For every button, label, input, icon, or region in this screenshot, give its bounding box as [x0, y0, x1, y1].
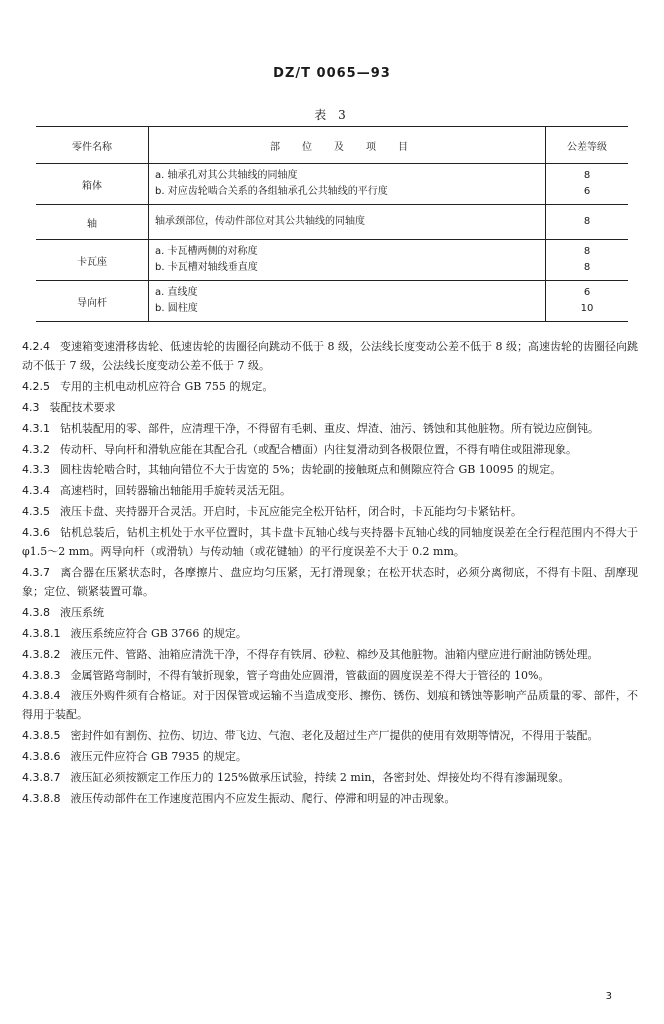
item-line: b. 卡瓦槽对轴线垂直度 [155, 262, 258, 273]
clause-paragraph [22, 338, 638, 376]
items-cell [149, 281, 546, 322]
clause-number: 4.3.8.7 [22, 771, 61, 785]
clause-paragraph [22, 646, 638, 665]
clause-number: 4.3 [22, 400, 40, 414]
clause-paragraph [22, 564, 638, 602]
clause-number: 4.3.8.6 [22, 750, 61, 764]
clause-paragraph [22, 482, 638, 501]
clause-text: 装配技术要求 [49, 400, 116, 414]
clause-paragraph [22, 748, 638, 767]
item-line: 轴承颈部位，传动件部位对其公共轴线的同轴度 [155, 216, 365, 227]
item-line: b. 圆柱度 [155, 303, 198, 314]
grade-cell [546, 205, 629, 240]
clause-paragraph [22, 441, 638, 460]
clause-paragraph [22, 687, 638, 725]
table-header-row [36, 127, 628, 164]
item-line: a. 卡瓦槽两侧的对称度 [155, 246, 258, 257]
clause-number: 4.3.6 [22, 526, 50, 540]
clause-text: 液压元件、管路、油箱应清洗干净，不得存有铁屑、砂粒、棉纱及其他脏物。油箱内壁应进行耐油防锈处理。 [70, 647, 599, 661]
part-name-cell: 箱体 [36, 164, 149, 205]
col-header-items: 部位及项目 [149, 127, 546, 164]
part-name-cell: 轴 [36, 205, 149, 240]
clause-paragraph [22, 790, 638, 809]
grade-value: 8 [583, 216, 591, 227]
clause-paragraph [22, 420, 638, 439]
clause-paragraph [22, 399, 638, 418]
clause-number: 4.3.2 [22, 442, 50, 456]
clause-paragraph [22, 461, 638, 480]
table-row [36, 205, 628, 240]
table-row [36, 281, 628, 322]
part-name-cell: 导向杆 [36, 281, 149, 322]
grade-value: 8 [583, 170, 591, 181]
clause-number: 4.3.8.4 [22, 689, 61, 703]
tolerance-table [36, 126, 628, 322]
col-header-grade: 公差等级 [546, 127, 629, 164]
clause-paragraph [22, 727, 638, 746]
clause-paragraph [22, 604, 638, 623]
item-line: b. 对应齿轮啮合关系的各组轴承孔公共轴线的平行度 [155, 186, 388, 197]
item-line: a. 轴承孔对其公共轴线的同轴度 [155, 170, 298, 181]
table-row [36, 240, 628, 281]
grade-cell [546, 240, 629, 281]
clause-number: 4.3.4 [22, 484, 50, 498]
clause-text: 液压系统应符合 GB 3766 的规定。 [70, 626, 247, 640]
clause-number: 4.3.1 [22, 421, 50, 435]
part-name-cell: 卡瓦座 [36, 240, 149, 281]
clause-text: 钻机装配用的零、部件，应清理干净，不得留有毛刺、重皮、焊渣、油污、锈蚀和其他脏物。所有锐边应倒钝。 [60, 421, 599, 435]
clause-text: 传动杆、导向杆和滑轨应能在其配合孔（或配合槽面）内往复滑动到各极限位置，不得有啃住或阻滞现象。 [60, 442, 577, 456]
clause-number: 4.3.7 [22, 565, 50, 579]
clause-paragraph [22, 625, 638, 644]
clause-text: 高速档时，回转器输出轴能用手旋转灵活无阻。 [60, 484, 291, 498]
clause-number: 4.3.3 [22, 463, 50, 477]
clause-number: 4.3.8.1 [22, 626, 61, 640]
clause-number: 4.3.8.2 [22, 647, 61, 661]
item-line: a. 直线度 [155, 287, 198, 298]
items-cell [149, 205, 546, 240]
clause-text: 液压缸必须按额定工作压力的 125%做承压试验，持续 2 min，各密封处、焊接处均不得有渗漏现象。 [70, 771, 570, 785]
clause-paragraph [22, 667, 638, 686]
clause-number: 4.3.8.3 [22, 668, 61, 682]
clause-number: 4.3.8 [22, 605, 50, 619]
clause-text: 专用的主机电动机应符合 GB 755 的规定。 [60, 379, 274, 393]
clause-text: 液压外购件须有合格证。对于因保管或运输不当造成变形、擦伤、锈伤、划痕和锈蚀等影响产品质量的零、部件，不得用于装配。 [22, 689, 638, 722]
table-title: 表 3 [314, 108, 350, 122]
clause-text: 液压元件应符合 GB 7935 的规定。 [70, 750, 247, 764]
clause-text: 密封件如有割伤、拉伤、切边、带飞边、气泡、老化及超过生产厂提供的使用有效期等情况，不得用于装配。 [70, 729, 599, 743]
grade-value: 10 [580, 303, 594, 314]
clause-paragraph [22, 769, 638, 788]
clause-text: 液压传动部件在工作速度范围内不应发生振动、爬行、停滞和明显的冲击现象。 [70, 791, 456, 805]
items-cell [149, 164, 546, 205]
col-header-part-name: 零件名称 [36, 127, 149, 164]
clause-text: 圆柱齿轮啮合时，其轴向错位不大于齿宽的 5%；齿轮副的接触斑点和侧隙应符合 GB 10095 的规定。 [60, 463, 562, 477]
items-cell [149, 240, 546, 281]
clause-text: 钻机总装后，钻机主机处于水平位置时，其卡盘卡瓦轴心线与夹持器卡瓦轴心线的同轴度误差在全行程范围内不得大于 φ1.5～2 mm。两导向杆（或滑轨）与传动轴（或花键轴）的平行度误差不大于 0.2 mm。 [22, 526, 638, 559]
clause-text: 金属管路弯制时，不得有皱折现象，管子弯曲处应圆滑，管截面的圆度误差不得大于管径的 10%。 [70, 668, 550, 682]
clause-number: 4.2.4 [22, 340, 50, 353]
page-number: 3 [605, 991, 612, 1002]
clause-number: 4.3.5 [22, 505, 50, 519]
standard-code-header: DZ/T 0065—93 [273, 66, 391, 81]
clause-paragraph [22, 524, 638, 562]
clause-paragraph [22, 503, 638, 522]
clause-number: 4.3.8.5 [22, 729, 61, 743]
clause-number: 4.3.8.8 [22, 791, 61, 805]
grade-value: 8 [583, 246, 591, 257]
grade-cell [546, 164, 629, 205]
table-row [36, 164, 628, 205]
clause-text: 液压卡盘、夹持器开合灵活。开启时，卡瓦应能完全松开钻杆，闭合时，卡瓦能均匀卡紧钻杆。 [60, 505, 522, 519]
clause-text: 离合器在压紧状态时，各摩擦片、盘应均匀压紧，无打滑现象；在松开状态时，必须分离彻底，不得有卡阻、刮摩现象；定位、锁紧装置可靠。 [22, 565, 638, 598]
clause-text: 变速箱变速滑移齿轮、低速齿轮的齿圈径向跳动不低于 8 级，公法线长度变动公差不低于 8 级；高速齿轮的齿圈径向跳动不低于 7 级，公法线长度变动公差不低于 7 级。 [22, 340, 638, 372]
clause-text: 液压系统 [60, 605, 104, 619]
clause-number: 4.2.5 [22, 379, 50, 393]
grade-cell [546, 281, 629, 322]
body-text [22, 338, 638, 811]
grade-value: 6 [583, 287, 591, 298]
clause-paragraph [22, 378, 638, 397]
grade-value: 6 [583, 186, 591, 197]
grade-value: 8 [583, 262, 591, 273]
